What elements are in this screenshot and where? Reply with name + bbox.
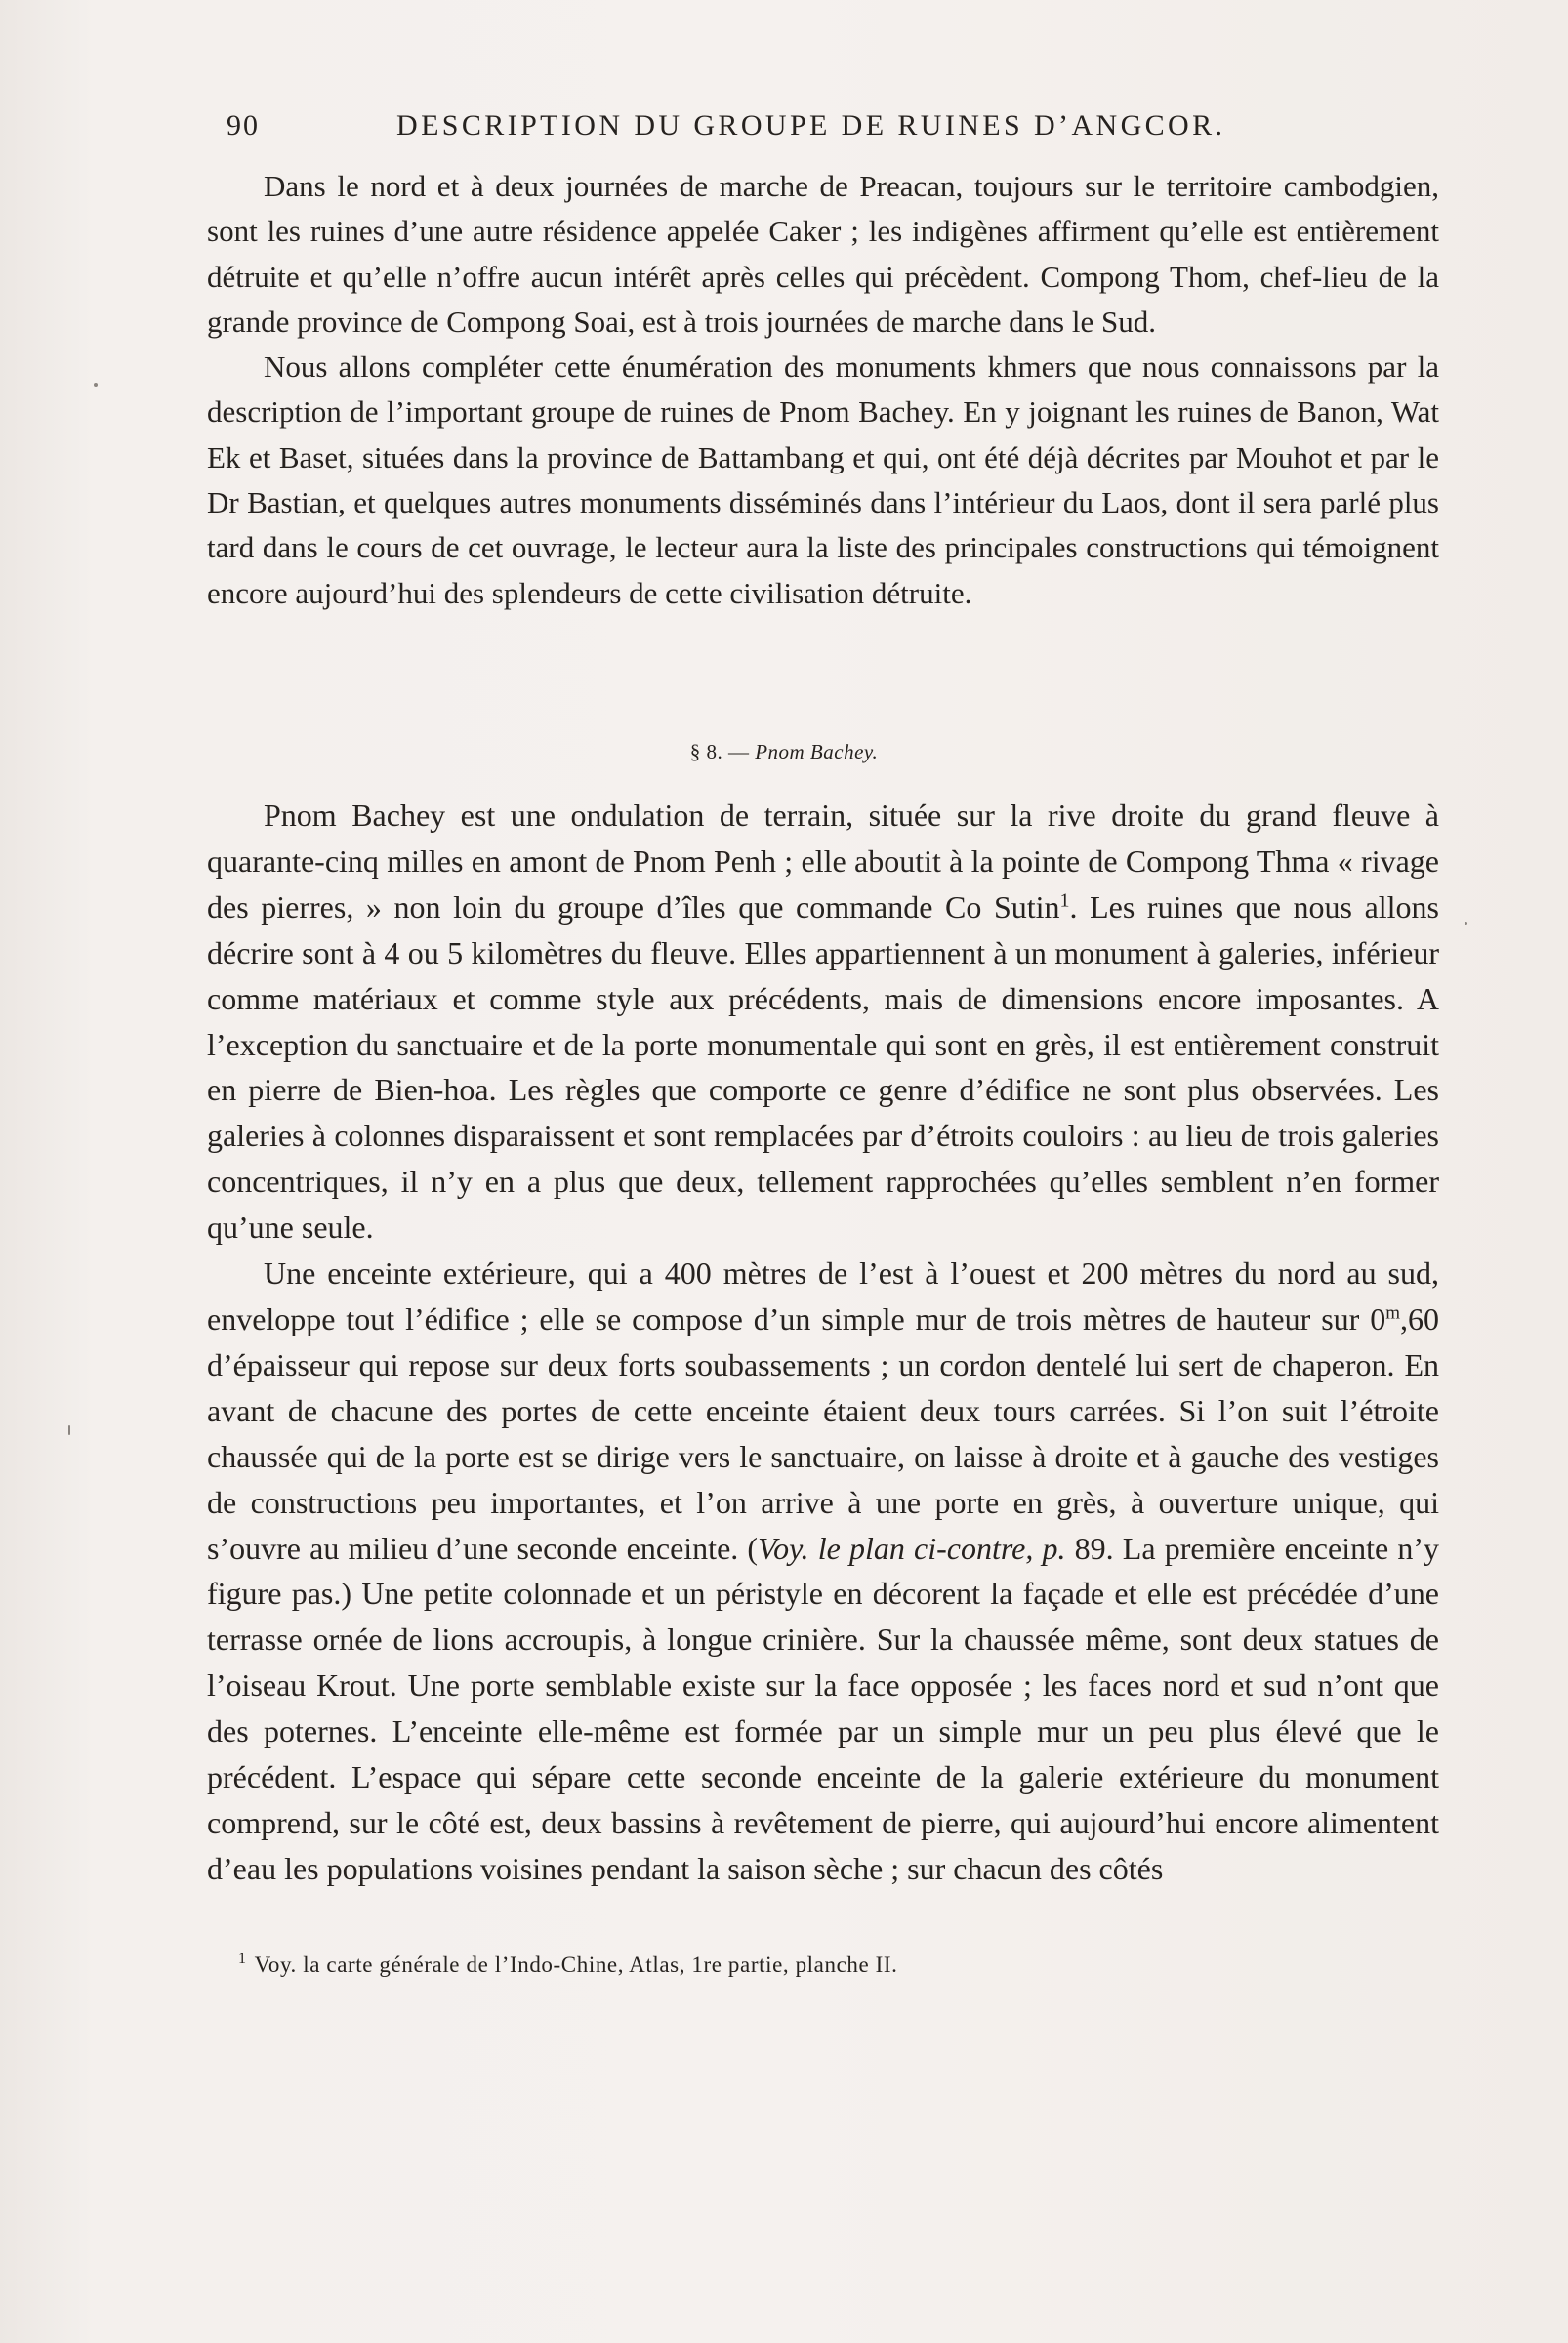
paragraph-text: Une enceinte extérieure, qui a 400 mètres de l’est à l’ouest et 200 mètres du nord au sud, enveloppe tout l’édifice ; elle se compose d’un simple mur de trois mètres de hauteur sur 0 xyxy=(207,1255,1439,1336)
footnote xyxy=(238,1952,1410,1978)
running-title: DESCRIPTION DU GROUPE DE RUINES D’ANGCOR. xyxy=(396,109,1226,142)
paper-speck xyxy=(1465,922,1467,925)
page-header xyxy=(221,105,1291,148)
paragraph-caker: Dans le nord et à deux journées de marche de Preacan, toujours sur le territoire cambodgien, sont les ruines d’une autre résidence appelée Caker ; les indigènes affirment qu’elle est entièrement détruite et qu’elle n’offre aucun intérêt après celles qui précèdent. Compong Thom, chef-lieu de la grande province de Compong Soai, est à trois journées de marche dans le Sud. xyxy=(207,169,1439,339)
section-number: § 8. — xyxy=(689,740,750,763)
paragraph-pnom-bachey xyxy=(207,793,1439,1251)
paragraph-text: . Les ruines que nous allons décrire sont à 4 ou 5 kilomètres du fleuve. Elles appartiennent à un monument à galeries, inférieur comme matériaux et comme style aux précédents, mais de dimensions encore imposantes. A l’exception du sanctuaire et de la porte monumentale qui sont en grès, il est entièrement construit en pierre de Bien-hoa. Les règles que comporte ce genre d’édifice ne sont plus observées. Les galeries à colonnes disparaissent et sont remplacées par d’étroits couloirs : au lieu de trois galeries concentriques, il n’y en a plus que deux, tellement rapprochées qu’elles semblent n’en former qu’une seule. xyxy=(207,888,1440,1246)
measure-superscript: m xyxy=(1385,1302,1400,1324)
section-heading xyxy=(0,740,1568,764)
text-block-pnom-bachey xyxy=(207,793,1439,1892)
plan-reference: Voy. le plan ci-contre, p. xyxy=(758,1530,1066,1566)
paragraph-text: Pnom Bachey est une ondulation de terrain, située sur la rive droite du grand fleuve à quarante-cinq milles en amont de Pnom Penh ; elle aboutit à la pointe de Compong Thma « rivage des pierres, » non loin du groupe d’îles que commande Co Sutin xyxy=(207,798,1439,925)
paragraph-enceinte xyxy=(207,1251,1439,1892)
paper-speck xyxy=(94,383,98,387)
paragraph-text: ,60 d’épaisseur qui repose sur deux forts soubassements ; un cordon dentelé lui sert de chaperon. En avant de chacune des portes de cette enceinte étaient deux tours carrées. Si l’on suit l’étroite chaussée qui de la porte est se dirige vers le sanctuaire, on laisse à droite et à gauche des vestiges de constructions peu importantes, et l’on arrive à une porte en grès, à ouverture unique, qui s’ouvre au milieu d’une seconde enceinte. ( xyxy=(207,1300,1439,1566)
paper-speck xyxy=(68,1425,70,1435)
footnote-reference: 1 xyxy=(1059,889,1070,912)
paragraph-enumeration: Nous allons compléter cette énumération des monuments khmers que nous connaissons par la description de l’important groupe de ruines de Pnom Bachey. En y joignant les ruines de Banon, Wat Ek et Baset, situées dans la province de Battambang et qui, ont été déjà décrites par Mouhot et par le Dr Bastian, et quelques autres monuments disséminés dans l’intérieur du Laos, dont il sera parlé plus tard dans le cours de cet ouvrage, le lecteur aura la liste des principales constructions qui témoignent encore aujourd’hui des splendeurs de cette civilisation détruite. xyxy=(207,349,1439,610)
text-block-intro xyxy=(207,164,1439,616)
paragraph-text: 89. La première enceinte n’y figure pas.) Une petite colonnade et un péristyle en décorent la façade et elle est précédée d’une terrasse ornée de lions accroupis, à longue crinière. Sur la chaussée même, sont deux statues de l’oiseau Krout. Une porte semblable existe sur la face opposée ; les faces nord et sud n’ont que des poternes. L’enceinte elle-même est formée par un simple mur un peu plus élevé que le précédent. L’espace qui sépare cette seconde enceinte de la galerie extérieure du monument comprend, sur le côté est, deux bassins à revêtement de pierre, qui aujourd’hui encore alimentent d’eau les populations voisines pendant la saison sèche ; sur chacun des côtés xyxy=(207,1530,1440,1886)
section-name: Pnom Bachey. xyxy=(755,740,879,763)
page-number: 90 xyxy=(227,109,260,142)
footnote-text: Voy. la carte générale de l’Indo-Chine, Atlas, 1re partie, planche II. xyxy=(254,1952,898,1977)
footnote-mark: 1 xyxy=(238,1951,247,1968)
